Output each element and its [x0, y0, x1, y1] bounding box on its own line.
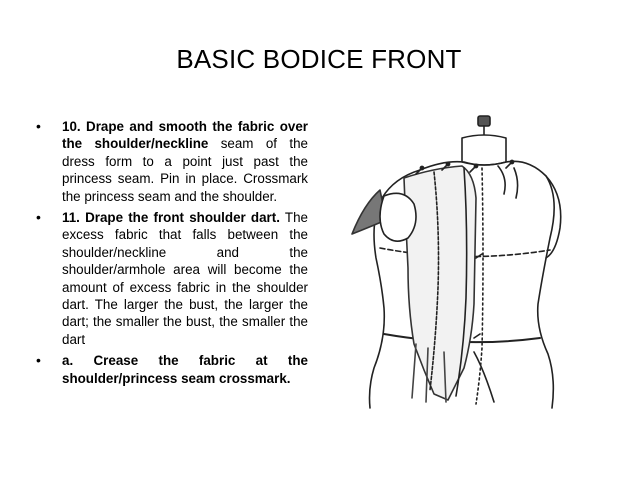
bullet-marker: •: [36, 352, 41, 369]
bullet-bold-text: 11. Drape the front shoulder dart.: [62, 210, 280, 226]
bullet-text: The excess fabric that falls between the shoulder/neckline and the shoulder/armhole area will become the amount of excess fabric in the shoulder dart. The larger the bust, the larger the dart; the smaller the bust, the smaller the dart: [62, 210, 308, 347]
bullet-bold-text: 10. Drape and smooth the fabric over the shoulder/neckline: [62, 119, 308, 152]
bullet-list: [36, 118, 308, 391]
bullet-item: [36, 209, 308, 348]
dress-form-bodice-drape-illustration: [324, 108, 582, 412]
bullet-marker: •: [36, 209, 41, 226]
bullet-marker: •: [36, 118, 41, 134]
bullet-item: [36, 118, 308, 205]
bullet-bold-text: a. Crease the fabric at the shoulder/princess seam crossmark.: [62, 353, 308, 386]
bullet-text: seam of the dress form to a point just past the princess seam. Pin in place. Crossmark the princess seam and the shoulder.: [62, 136, 308, 204]
slide-title: BASIC BODICE FRONT: [176, 44, 462, 74]
dress-form-icon: [324, 108, 582, 412]
bullet-item: [36, 352, 308, 387]
